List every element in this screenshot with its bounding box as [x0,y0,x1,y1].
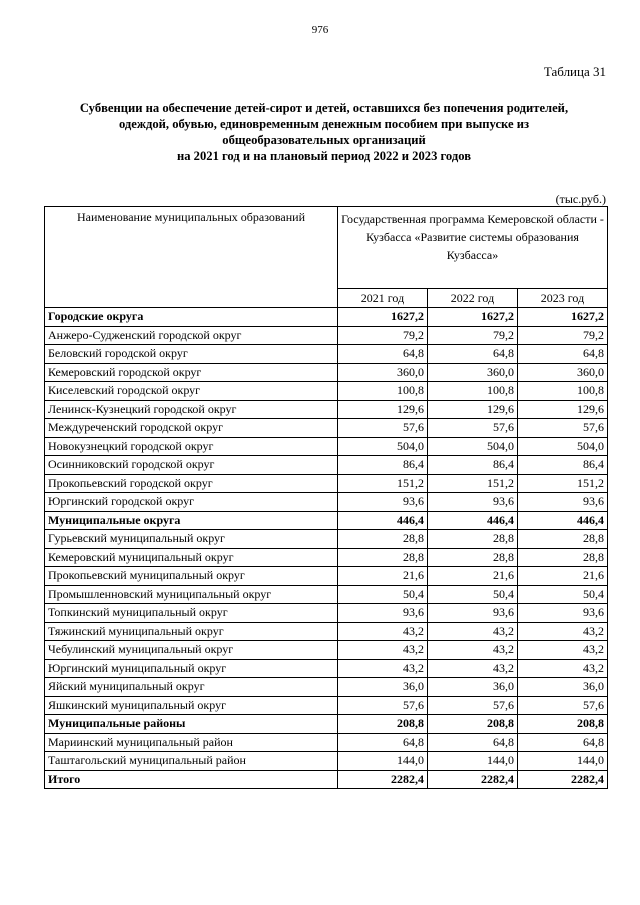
value-cell-2022: 43,2 [428,659,518,678]
value-cell-2021: 144,0 [338,752,428,771]
municipality-name-cell: Прокопьевский муниципальный округ [45,567,338,586]
value-cell-2022: 50,4 [428,585,518,604]
value-cell-2022: 57,6 [428,419,518,438]
table-row [45,604,608,623]
municipality-name-cell: Промышленновский муниципальный округ [45,585,338,604]
value-cell-2021: 1627,2 [338,308,428,327]
value-cell-2023: 144,0 [518,752,608,771]
value-cell-2021: 2282,4 [338,770,428,789]
value-cell-2021: 79,2 [338,326,428,345]
municipality-name-cell: Беловский городской округ [45,345,338,364]
value-cell-2022: 208,8 [428,715,518,734]
municipality-name-cell: Кемеровский городской округ [45,363,338,382]
value-cell-2023: 100,8 [518,382,608,401]
value-cell-2021: 93,6 [338,604,428,623]
municipality-name-cell: Муниципальные районы [45,715,338,734]
table-group-row [45,715,608,734]
value-cell-2022: 446,4 [428,511,518,530]
value-cell-2021: 64,8 [338,733,428,752]
table-row [45,678,608,697]
municipality-name-cell: Таштагольский муниципальный район [45,752,338,771]
table-row [45,548,608,567]
value-cell-2022: 1627,2 [428,308,518,327]
page-number: 976 [311,24,329,36]
value-cell-2023: 1627,2 [518,308,608,327]
table-row [45,493,608,512]
value-cell-2021: 360,0 [338,363,428,382]
municipality-name-cell: Городские округа [45,308,338,327]
table-row [45,419,608,438]
column-header-year-2021: 2021 год [338,289,428,308]
value-cell-2022: 151,2 [428,474,518,493]
value-cell-2023: 93,6 [518,493,608,512]
municipality-name-cell: Юргинский городской округ [45,493,338,512]
table-row [45,641,608,660]
value-cell-2022: 43,2 [428,641,518,660]
value-cell-2021: 100,8 [338,382,428,401]
value-cell-2022: 64,8 [428,345,518,364]
municipality-name-cell: Ленинск-Кузнецкий городской округ [45,400,338,419]
value-cell-2021: 36,0 [338,678,428,697]
table-row [45,696,608,715]
value-cell-2022: 86,4 [428,456,518,475]
value-cell-2023: 151,2 [518,474,608,493]
municipality-name-cell: Итого [45,770,338,789]
value-cell-2022: 100,8 [428,382,518,401]
column-header-name: Наименование муниципальных образований [45,207,338,308]
value-cell-2023: 28,8 [518,548,608,567]
title-line: одеждой, обувью, единовременным денежным пособием при выпуске из [118,117,530,131]
document-title [40,100,608,164]
units-label: (тыс.руб.) [555,192,606,206]
municipality-name-cell: Яйский муниципальный округ [45,678,338,697]
value-cell-2022: 64,8 [428,733,518,752]
municipality-name-cell: Анжеро-Судженский городской округ [45,326,338,345]
municipality-name-cell: Осинниковский городской округ [45,456,338,475]
value-cell-2023: 28,8 [518,530,608,549]
value-cell-2023: 36,0 [518,678,608,697]
table-row [45,474,608,493]
table-row [45,530,608,549]
table-row [45,326,608,345]
value-cell-2023: 360,0 [518,363,608,382]
title-line: Субвенции на обеспечение детей-сирот и детей, оставшихся без попечения родителей, [79,101,569,115]
value-cell-2023: 446,4 [518,511,608,530]
value-cell-2022: 144,0 [428,752,518,771]
value-cell-2023: 57,6 [518,696,608,715]
value-cell-2023: 43,2 [518,659,608,678]
table-row [45,345,608,364]
municipality-name-cell: Гурьевский муниципальный округ [45,530,338,549]
table-row [45,733,608,752]
column-header-year-2022: 2022 год [428,289,518,308]
column-header-program: Государственная программа Кемеровской области - Кузбасса «Развитие системы образования Кузбасса» [338,207,608,289]
table-row [45,437,608,456]
table-group-row [45,770,608,789]
table-row [45,752,608,771]
municipality-name-cell: Кемеровский муниципальный округ [45,548,338,567]
table-row [45,400,608,419]
value-cell-2023: 43,2 [518,622,608,641]
value-cell-2022: 2282,4 [428,770,518,789]
value-cell-2021: 50,4 [338,585,428,604]
value-cell-2023: 2282,4 [518,770,608,789]
municipality-name-cell: Топкинский муниципальный округ [45,604,338,623]
municipality-name-cell: Юргинский муниципальный округ [45,659,338,678]
value-cell-2023: 64,8 [518,733,608,752]
value-cell-2021: 86,4 [338,456,428,475]
table-row [45,456,608,475]
municipality-name-cell: Мариинский муниципальный район [45,733,338,752]
value-cell-2023: 93,6 [518,604,608,623]
value-cell-2022: 57,6 [428,696,518,715]
value-cell-2022: 129,6 [428,400,518,419]
table-row [45,659,608,678]
municipality-name-cell: Междуреченский городской округ [45,419,338,438]
subsidies-table [44,206,608,789]
value-cell-2022: 93,6 [428,604,518,623]
value-cell-2023: 129,6 [518,400,608,419]
value-cell-2021: 504,0 [338,437,428,456]
table-label: Таблица 31 [543,64,606,79]
value-cell-2022: 504,0 [428,437,518,456]
municipality-name-cell: Киселевский городской округ [45,382,338,401]
table-group-row [45,511,608,530]
table-row [45,622,608,641]
value-cell-2023: 79,2 [518,326,608,345]
table-row [45,585,608,604]
value-cell-2023: 43,2 [518,641,608,660]
table-row [45,567,608,586]
value-cell-2021: 446,4 [338,511,428,530]
value-cell-2022: 21,6 [428,567,518,586]
value-cell-2022: 43,2 [428,622,518,641]
value-cell-2021: 21,6 [338,567,428,586]
municipality-name-cell: Прокопьевский городской округ [45,474,338,493]
value-cell-2023: 86,4 [518,456,608,475]
value-cell-2021: 208,8 [338,715,428,734]
value-cell-2023: 504,0 [518,437,608,456]
value-cell-2021: 28,8 [338,530,428,549]
column-header-year-2023: 2023 год [518,289,608,308]
value-cell-2022: 79,2 [428,326,518,345]
value-cell-2023: 21,6 [518,567,608,586]
title-line: общеобразовательных организаций [222,133,426,147]
value-cell-2022: 36,0 [428,678,518,697]
title-line: на 2021 год и на плановый период 2022 и 2023 годов [176,149,472,163]
table-group-row [45,308,608,327]
value-cell-2023: 57,6 [518,419,608,438]
value-cell-2021: 43,2 [338,659,428,678]
value-cell-2021: 43,2 [338,641,428,660]
municipality-name-cell: Муниципальные округа [45,511,338,530]
value-cell-2023: 64,8 [518,345,608,364]
value-cell-2021: 129,6 [338,400,428,419]
value-cell-2022: 360,0 [428,363,518,382]
value-cell-2021: 57,6 [338,696,428,715]
municipality-name-cell: Новокузнецкий городской округ [45,437,338,456]
value-cell-2021: 57,6 [338,419,428,438]
value-cell-2023: 50,4 [518,585,608,604]
value-cell-2022: 28,8 [428,548,518,567]
value-cell-2022: 93,6 [428,493,518,512]
value-cell-2021: 93,6 [338,493,428,512]
municipality-name-cell: Яшкинский муниципальный округ [45,696,338,715]
value-cell-2021: 28,8 [338,548,428,567]
value-cell-2021: 64,8 [338,345,428,364]
value-cell-2021: 151,2 [338,474,428,493]
table-row [45,382,608,401]
value-cell-2022: 28,8 [428,530,518,549]
value-cell-2023: 208,8 [518,715,608,734]
municipality-name-cell: Чебулинский муниципальный округ [45,641,338,660]
municipality-name-cell: Тяжинский муниципальный округ [45,622,338,641]
value-cell-2021: 43,2 [338,622,428,641]
table-row [45,363,608,382]
